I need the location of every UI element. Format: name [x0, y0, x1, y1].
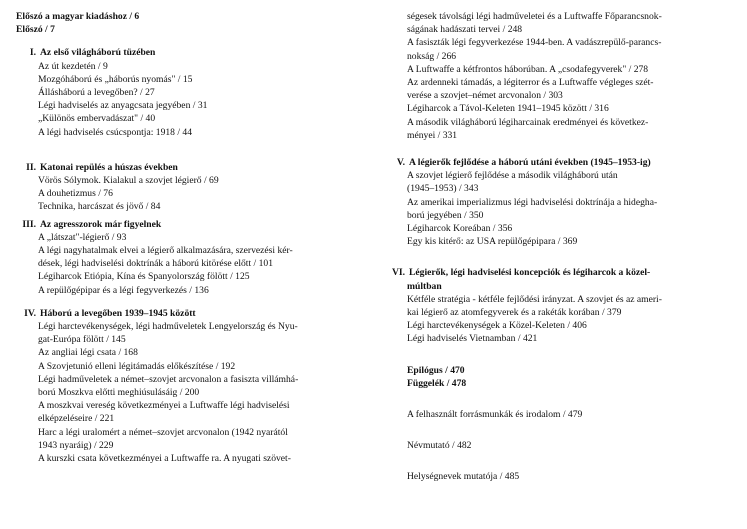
toc-entry-continued: nokság / 266 — [407, 50, 457, 62]
toc-entry-foreword: Előszó / 7 — [16, 24, 55, 36]
toc-entry: Légiharcok a Távol-Keleten 1941–1945 között / 316 — [407, 103, 609, 115]
chapter-heading-5 — [385, 156, 730, 169]
toc-entry: Mozgóháború és „háborús nyomás" / 15 — [38, 73, 193, 85]
chapter-number: II. — [26, 161, 36, 173]
toc-entry: Légi hadviselés az anyagcsata jegyében / 31 — [38, 100, 208, 112]
toc-entry: A légi nagyhatalmak elvei a légierő alkalmazására, szervezési kér- — [38, 245, 293, 257]
toc-entry: Légi hadviselés Vietnamban / 421 — [407, 333, 538, 345]
toc-entry-continued: dések, légi hadviselési doktrínák a háború kitörése előtt / 101 — [38, 258, 273, 270]
chapter-heading-3 — [16, 218, 361, 231]
toc-entry: Kétféle stratégia - kétféle fejlődési irányzat. A szovjet és az ameri- — [407, 293, 662, 305]
chapter-heading-1 — [16, 46, 361, 59]
toc-entry: Vörös Sólymok. Kialakul a szovjet légierő / 69 — [38, 175, 219, 187]
toc-entry-name-index: Névmutató / 482 — [407, 440, 472, 452]
toc-entry: Technika, harcászat és jövő / 84 — [38, 201, 161, 213]
toc-entry: Az ardenneki támadás, a légiterror és a Luftwaffe végleges szét- — [407, 77, 654, 89]
chapter-title: A légierők fejlődése a háború utáni években (1945–1953-ig) — [409, 157, 651, 169]
chapter-heading-4 — [16, 307, 361, 320]
toc-entry-place-index: Helységnevek mutatója / 485 — [407, 471, 520, 483]
toc-entry-continued: ségesek távolsági légi hadműveletei és a Luftwaffe Főparancsnok- — [407, 11, 662, 22]
toc-entry-continued: elképzeléseire / 221 — [38, 413, 115, 425]
toc-entry-continued: (1945–1953) / 343 — [407, 183, 479, 195]
toc-entry: A kurszki csata következményei a Luftwaffe ra. A nyugati szövet- — [38, 453, 291, 465]
toc-entry: A második világháború légiharcainak eredményei és következ- — [407, 116, 649, 128]
chapter-title-continued: múltban — [407, 280, 442, 292]
toc-entry-continued: ború jegyében / 350 — [407, 209, 484, 221]
toc-entry-epilogue: Epilógus / 470 — [407, 364, 465, 376]
chapter-number: III. — [22, 218, 36, 230]
toc-entry-continued: kai légierő az atomfegyverek és a rakéták korában / 379 — [407, 307, 622, 319]
toc-entry: Légiharcok Etiópia, Kína és Spanyolország fölött / 125 — [38, 271, 250, 283]
toc-entry: A repülőgépipar és a légi fegyverkezés / 136 — [38, 284, 209, 296]
chapter-number: IV. — [24, 307, 36, 319]
toc-right-column — [385, 10, 730, 484]
toc-entry: Légi harctevékenységek a Közel-Keleten / 406 — [407, 320, 587, 332]
chapter-number: I. — [29, 47, 36, 59]
toc-entry: Harc a légi uralomért a német–szovjet arcvonalon (1942 nyarától — [38, 426, 288, 438]
toc-entry: Az amerikai imperializmus légi hadviselési doktrínája a hidegha- — [407, 196, 658, 208]
chapter-heading-6 — [385, 266, 730, 279]
toc-entry: „Különös embervadászat" / 40 — [38, 113, 156, 125]
chapter-number: V. — [396, 157, 405, 169]
toc-entry: Az út kezdetén / 9 — [38, 60, 108, 72]
toc-entry: A Luftwaffe a kétfrontos háborúban. A „csodafegyverek" / 278 — [407, 63, 649, 75]
toc-entry-continued: ború Moszkva előtti meghiúsulásáig / 200 — [38, 387, 200, 399]
toc-entry-foreword-hu: Előszó a magyar kiadáshoz / 6 — [16, 11, 140, 22]
chapter-title: Az első világháború tüzében — [40, 47, 156, 59]
toc-entry: A szovjet légierő fejlődése a második világháború után — [407, 170, 618, 182]
toc-entry: Légi harctevékenységek, légi hadműveletek Lengyelország és Nyu- — [38, 321, 298, 333]
chapter-title: Háború a levegőben 1939–1945 között — [40, 307, 196, 319]
toc-left-column — [16, 10, 361, 465]
chapter-heading-2 — [16, 161, 361, 174]
toc-entry-continued: verése a szovjet–német arcvonalon / 303 — [407, 90, 563, 102]
toc-entry: Az angliai légi csata / 168 — [38, 347, 138, 359]
toc-entry: Légi hadműveletek a német–szovjet arcvonalon a fasiszta villámhá- — [38, 373, 299, 385]
toc-entry: Egy kis kitérő: az USA repülőgépipara / 369 — [407, 236, 578, 248]
toc-entry-continued: gat-Európa fölött / 145 — [38, 334, 126, 346]
toc-entry: Légiharcok Koreában / 356 — [407, 223, 513, 235]
toc-entry-appendix: Függelék / 478 — [407, 377, 467, 389]
toc-entry: A „látszat"-légierő / 93 — [38, 231, 127, 243]
toc-entry: Állásháború a levegőben? / 27 — [38, 87, 155, 99]
toc-entry: A fasiszták légi fegyverkezése 1944-ben. A vadászrepülő-parancs- — [407, 37, 662, 49]
toc-entry-continued: ságának hadászati tervei / 248 — [407, 24, 523, 36]
chapter-title: Légierők, légi hadviselési koncepciók és légiharcok a közel- — [409, 267, 651, 279]
toc-entry-sources: A felhasznált forrásmunkák és irodalom / 479 — [407, 409, 583, 421]
chapter-title: Katonai repülés a húszas években — [40, 161, 178, 173]
chapter-number: VI. — [391, 267, 405, 279]
toc-entry: A Szovjetunió elleni légitámadás előkészítése / 192 — [38, 360, 236, 372]
toc-entry-continued: ményei / 331 — [407, 129, 458, 141]
chapter-title: Az agresszorok már figyelnek — [40, 218, 162, 230]
toc-entry: A douhetizmus / 76 — [38, 188, 113, 200]
toc-entry: A moszkvai vereség következményei a Luftwaffe légi hadviselési — [38, 400, 290, 412]
toc-entry: A légi hadviselés csúcspontja: 1918 / 44 — [38, 126, 193, 138]
toc-entry-continued: 1943 nyaráig) / 229 — [38, 439, 114, 451]
